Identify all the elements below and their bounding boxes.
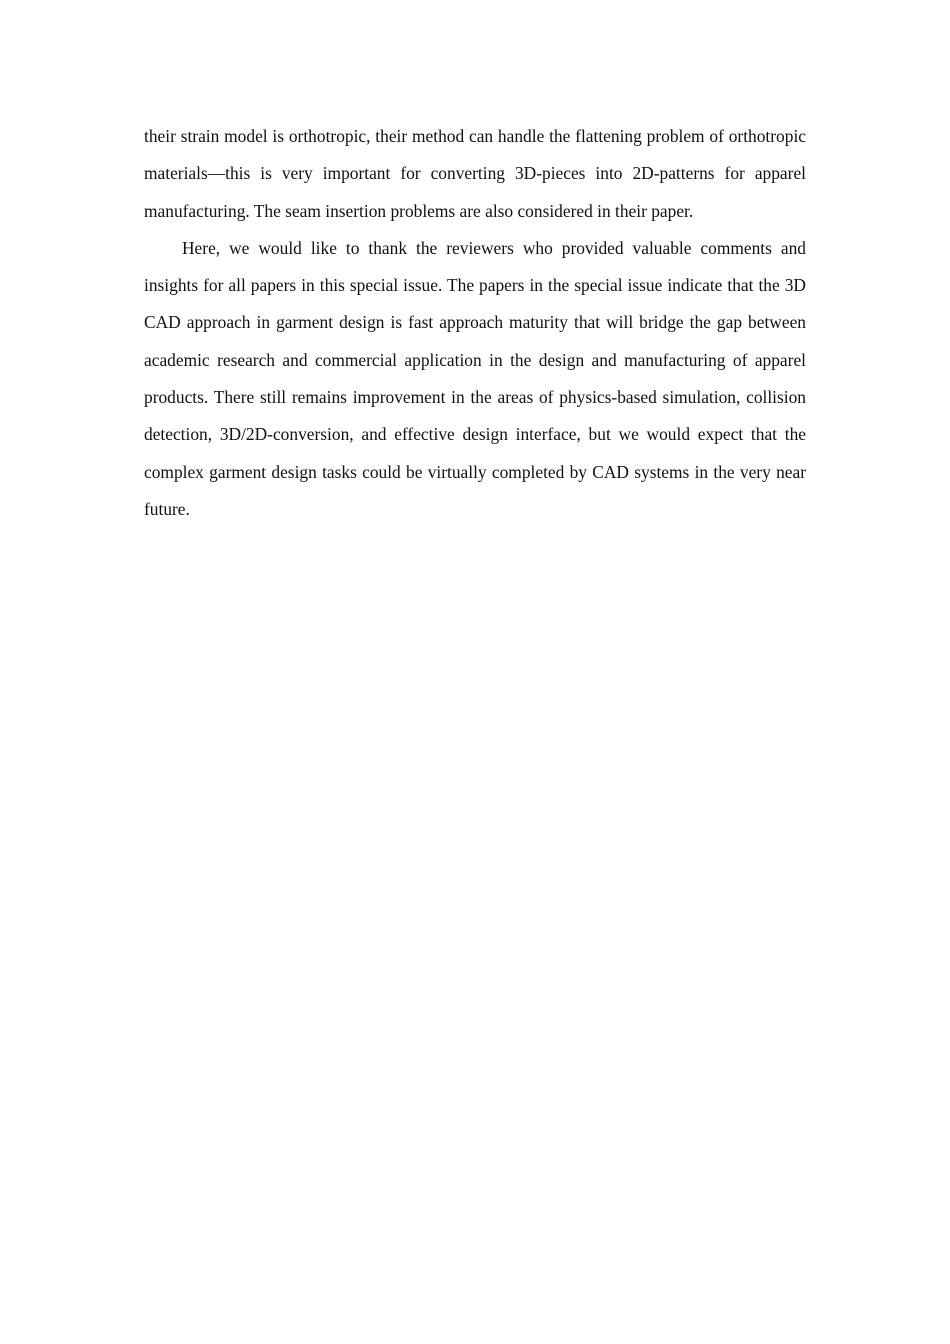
paragraph-acknowledgement: Here, we would like to thank the reviewers who provided valuable comments and insights for all papers in this special issue. The papers in the special issue indicate that the 3D CAD approach in garment design is fast approach maturity that will bridge the gap between academic research and commercial application in the design and manufacturing of apparel products. There still remains improvement in the areas of physics-based simulation, collision detection, 3D/2D-conversion, and effective design interface, but we would expect that the complex garment design tasks could be virtually completed by CAD systems in the very near future.: [144, 237, 806, 519]
paragraph-continuation: their strain model is orthotropic, their method can handle the flattening problem of orthotropic materials—this is very important for converting 3D-pieces into 2D-patterns for apparel manufacturing. The seam insertion problems are also considered in their paper.: [144, 126, 806, 221]
body-text: [144, 118, 806, 528]
